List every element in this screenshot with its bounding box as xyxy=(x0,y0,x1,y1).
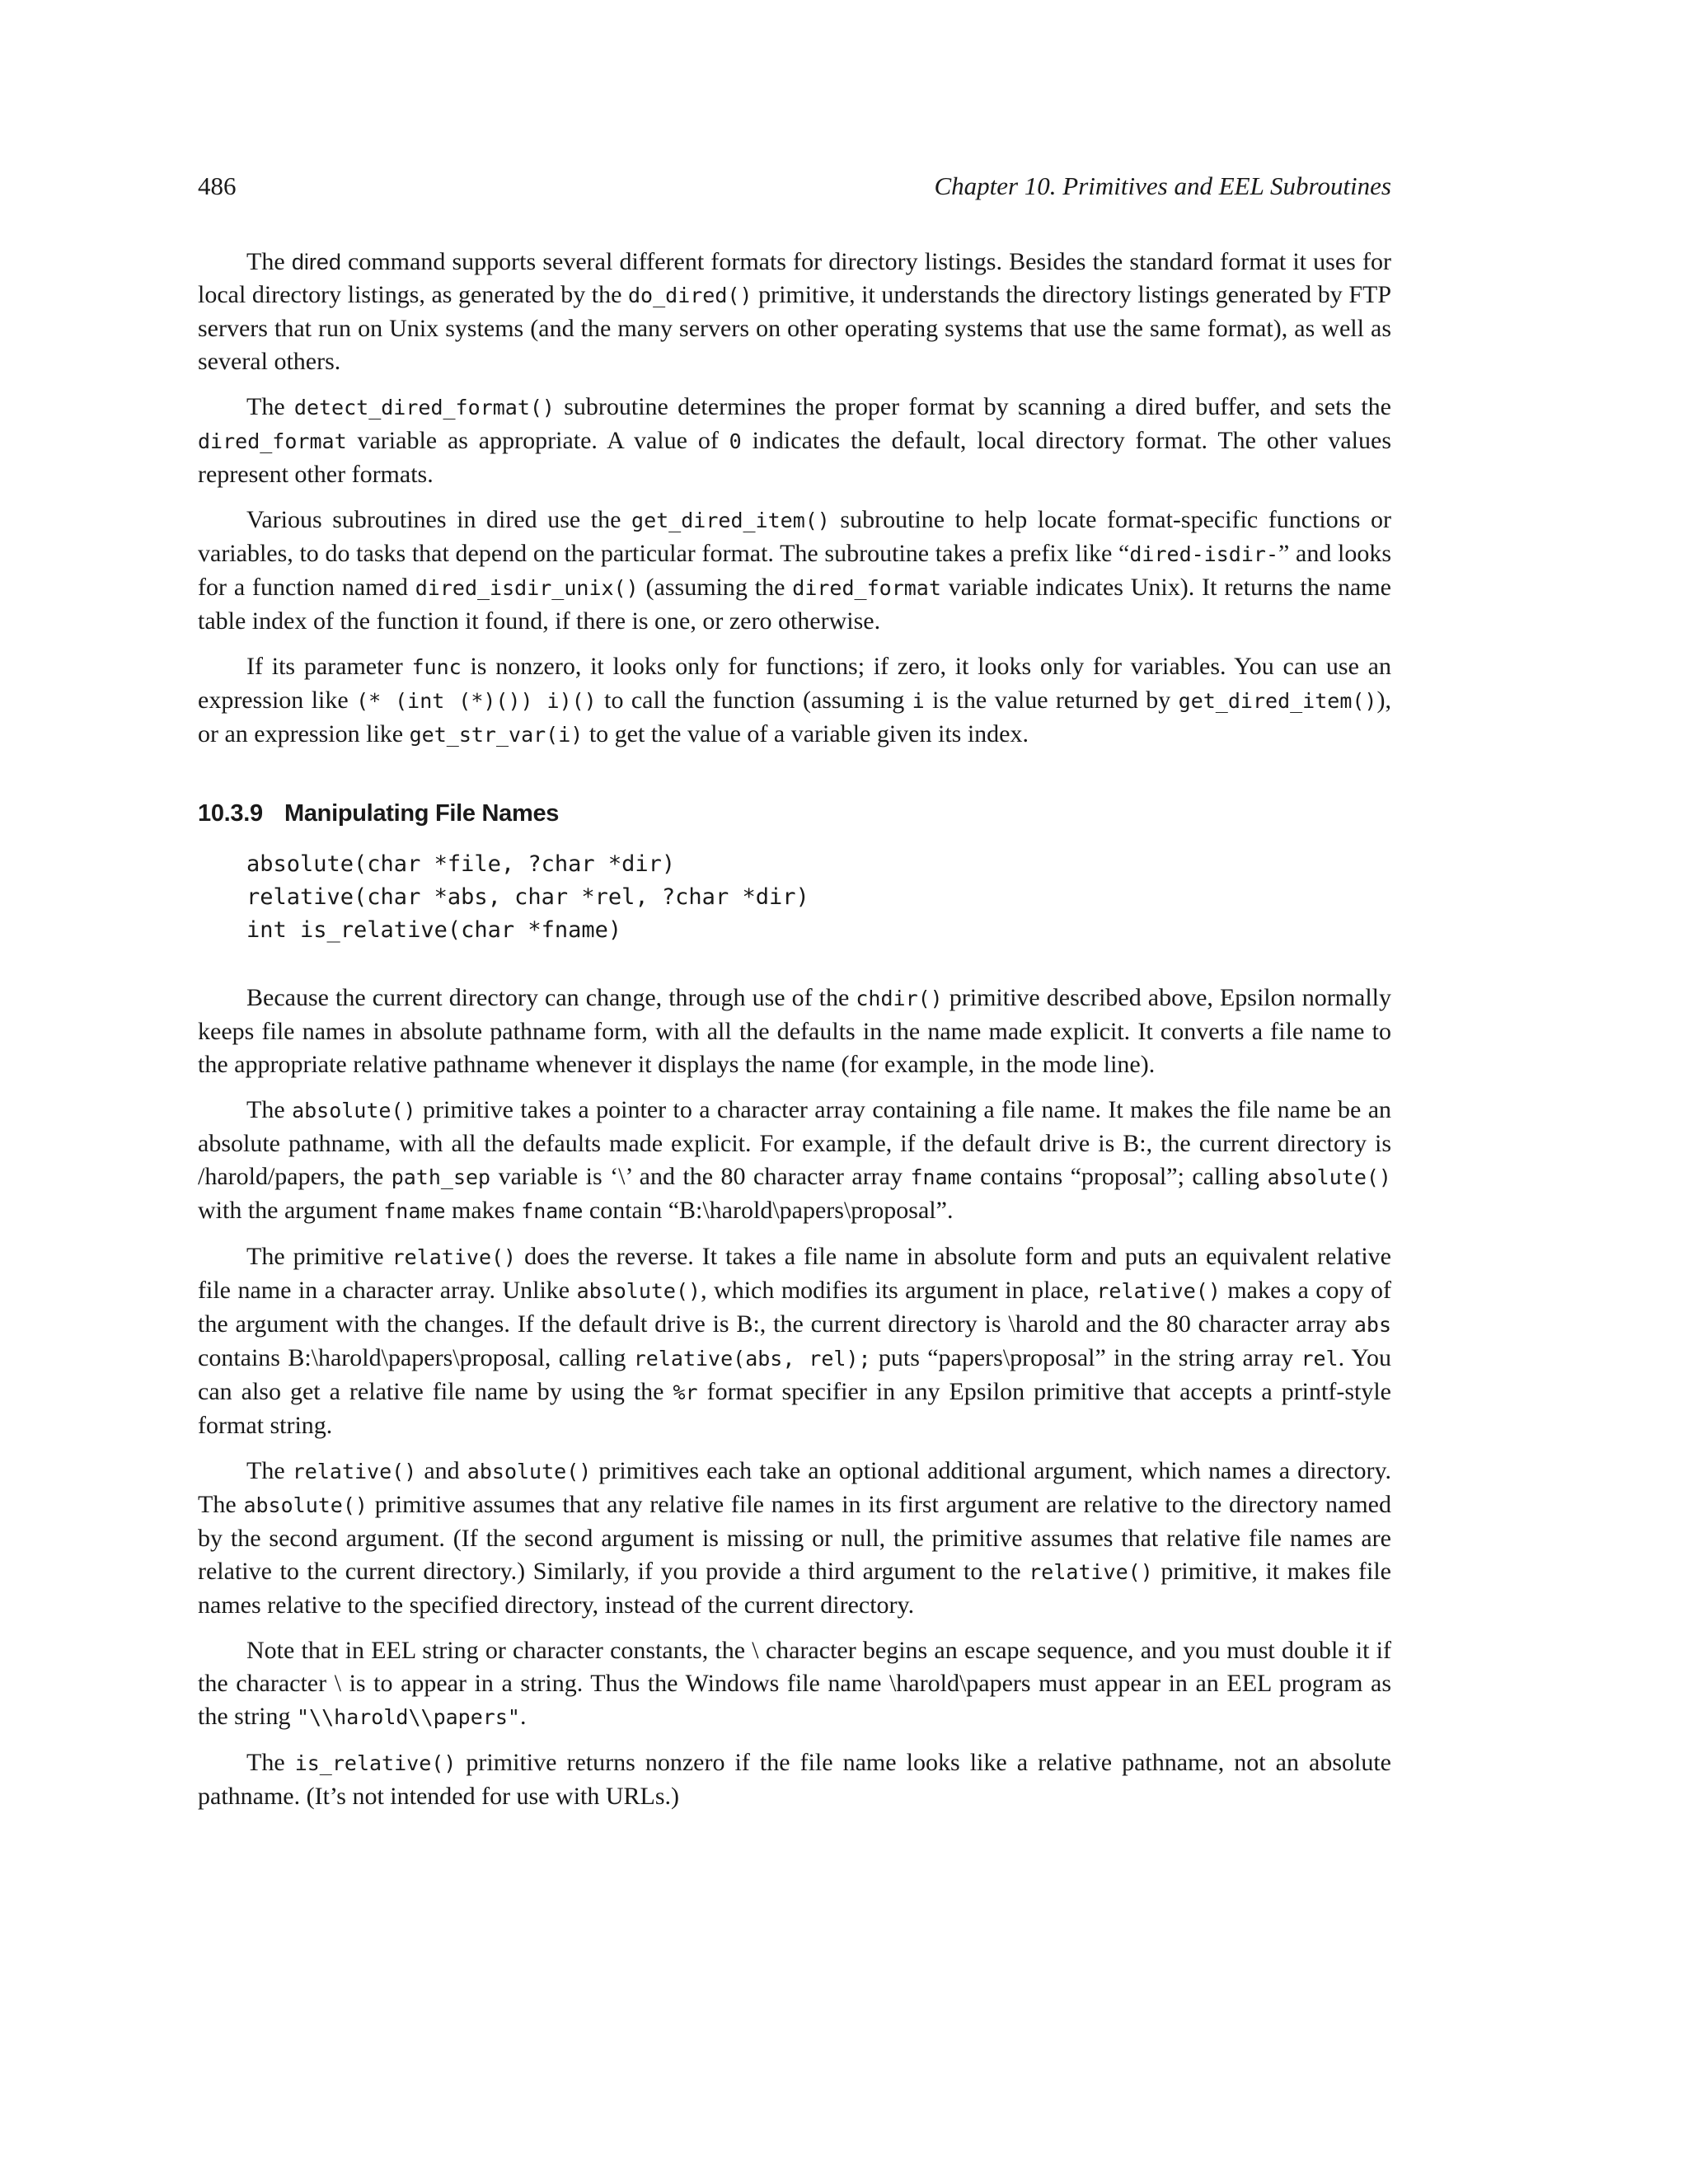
paragraph-escape-sequence xyxy=(198,1634,1391,1734)
text: Note that in EEL string or character constants, the \ character begins an escape sequence, and you must double it if the character \ is to appear in a string. Thus the Windows file name \harold\papers must appear in an EEL program as the string xyxy=(198,1637,1391,1730)
code-term: chdir() xyxy=(856,987,943,1010)
text: to get the value of a variable given its index. xyxy=(583,720,1029,748)
text: is the value returned by xyxy=(924,687,1179,714)
text: , which modifies its argument in place, xyxy=(701,1277,1097,1304)
text: The xyxy=(246,248,292,275)
code-term: dired_format xyxy=(792,576,941,600)
code-term: 0 xyxy=(729,429,742,453)
chapter-title: Chapter 10. Primitives and EEL Subroutines xyxy=(934,171,1391,200)
running-header xyxy=(198,171,1391,208)
text: . You can also get a relative file name by using the xyxy=(198,1344,1391,1405)
text: ), or an expression like xyxy=(198,687,1391,748)
paragraph-get-dired-item xyxy=(198,504,1391,638)
code-term: "\\harold\\papers" xyxy=(297,1705,520,1729)
code-line: int is_relative(char *fname) xyxy=(246,917,622,943)
paragraph-dired-formats xyxy=(198,246,1391,378)
code-term: relative(abs, rel); xyxy=(633,1347,871,1371)
text: variable indicates Unix). It returns the name table index of the function it found, if there is one, or zero otherwise. xyxy=(198,574,1391,635)
page-body xyxy=(198,246,1391,1825)
text: (assuming the xyxy=(638,574,793,601)
code-term: relative() xyxy=(392,1245,517,1269)
text: format specifier in any Epsilon primitive that accepts a printf-style format string. xyxy=(198,1378,1391,1439)
text: primitive, it makes file names relative to the specified directory, instead of the current directory. xyxy=(198,1558,1391,1619)
text: primitive described above, Epsilon normally keeps file names in absolute pathname form, with all the defaults in the name made explicit. It converts a file name to the appropriate relative pathname whenever it displays the name (for example, in the mode line). xyxy=(198,984,1392,1078)
code-term: abs xyxy=(1353,1313,1391,1337)
text: contains B:\harold\papers\proposal, calling xyxy=(198,1344,634,1371)
function-signatures xyxy=(246,848,1391,947)
text: Because the current directory can change, through use of the xyxy=(246,984,856,1011)
section-number: 10.3.9 xyxy=(198,800,263,827)
paragraph-absolute xyxy=(198,1094,1391,1228)
code-term: dired_isdir_unix() xyxy=(415,576,639,600)
code-term: rel xyxy=(1301,1347,1339,1371)
code-term: relative() xyxy=(292,1460,417,1483)
code-term: get_dired_item() xyxy=(631,509,830,532)
code-term: dired-isdir- xyxy=(1129,542,1278,566)
text: with the argument xyxy=(198,1197,384,1224)
code-term: fname xyxy=(910,1165,973,1189)
code-term: absolute() xyxy=(1267,1165,1391,1189)
paragraph-is-relative xyxy=(198,1746,1391,1813)
text: primitive assumes that any relative file names in its first argument are relative to the directory named by the second argument. (If the second argument is missing or null, the primitive assumes that relative file names are relative to the current directory.) Similarly, if you provide a third argument to the xyxy=(198,1491,1391,1585)
code-term: relative() xyxy=(1096,1279,1221,1303)
text: subroutine determines the proper format by scanning a dired buffer, and sets the xyxy=(554,393,1391,420)
code-term: get_str_var(i) xyxy=(409,723,584,747)
code-term: %r xyxy=(673,1380,698,1404)
text: makes a copy of the argument with the changes. If the default drive is B:, the current directory is \harold and the 80 character array xyxy=(198,1277,1391,1338)
code-term: fname xyxy=(383,1199,446,1223)
code-line: relative(char *abs, char *rel, ?char *dir) xyxy=(246,884,809,910)
code-term: fname xyxy=(521,1199,584,1223)
code-term: absolute() xyxy=(292,1099,416,1122)
text: variable as appropriate. A value of xyxy=(346,427,729,454)
code-term: absolute() xyxy=(576,1279,701,1303)
command-name: dired xyxy=(291,250,341,274)
text: primitive takes a pointer to a character array containing a file name. It makes the file name be an absolute pathname, with all the defaults made explicit. For example, if the default drive is B:, the current directory is /harold/papers, the xyxy=(198,1096,1392,1190)
text: The xyxy=(246,1749,295,1776)
code-term: absolute() xyxy=(467,1460,592,1483)
text: The xyxy=(246,1457,293,1484)
text: command supports several different formats for directory listings. Besides the standard format it uses for local directory listings, as generated by the xyxy=(198,248,1391,308)
text: variable is ‘\’ and the 80 character array xyxy=(490,1163,911,1190)
code-term: detect_dired_format() xyxy=(293,396,555,419)
text: The xyxy=(246,393,294,420)
text: primitives each take an optional additional argument, which names a directory. The xyxy=(198,1457,1391,1518)
text: contains “proposal”; calling xyxy=(972,1163,1268,1190)
text: primitive returns nonzero if the file name looks like a relative pathname, not an absolute pathname. (It’s not intended for use with URLs.) xyxy=(198,1749,1391,1810)
code-term: do_dired() xyxy=(628,284,753,307)
text: The primitive xyxy=(246,1243,392,1270)
text: Various subroutines in dired use the xyxy=(246,506,632,533)
text: does the reverse. It takes a file name in absolute form and puts an equivalent relative file name in a character array. Unlike xyxy=(198,1243,1391,1304)
section-heading xyxy=(198,797,1391,830)
code-line: absolute(char *file, ?char *dir) xyxy=(246,851,676,877)
text: makes xyxy=(445,1197,522,1224)
text: indicates the default, local directory format. The other values represent other formats. xyxy=(198,427,1391,488)
text: subroutine to help locate format-specific functions or variables, to do tasks that depend on the particular format. The subroutine takes a prefix like “ xyxy=(198,506,1391,567)
paragraph-relative xyxy=(198,1240,1391,1442)
text: is nonzero, it looks only for functions; if zero, it looks only for variables. You can use an expression like xyxy=(198,653,1391,714)
code-term: absolute() xyxy=(243,1493,368,1517)
page-number: 486 xyxy=(198,171,237,200)
code-term: dired_format xyxy=(198,429,347,453)
text: ” and looks for a function named xyxy=(198,540,1392,601)
code-term: get_dired_item() xyxy=(1178,689,1377,713)
code-term: is_relative() xyxy=(294,1751,457,1775)
paragraph-func-parameter xyxy=(198,650,1391,752)
text: The xyxy=(246,1096,293,1123)
text: puts “papers\proposal” in the string array xyxy=(870,1344,1301,1371)
code-term: func xyxy=(411,655,462,679)
paragraph-detect-format xyxy=(198,391,1391,491)
section-title: Manipulating File Names xyxy=(284,800,560,827)
text: . xyxy=(519,1703,527,1730)
code-term: relative() xyxy=(1029,1560,1153,1584)
paragraph-current-directory xyxy=(198,982,1391,1081)
paragraph-optional-argument xyxy=(198,1455,1391,1622)
text: and xyxy=(416,1457,467,1484)
text: contain “B:\harold\papers\proposal”. xyxy=(583,1197,954,1224)
text: If its parameter xyxy=(246,653,412,680)
code-term: path_sep xyxy=(391,1165,491,1189)
text: to call the function (assuming xyxy=(596,687,912,714)
text: primitive, it understands the directory listings generated by FTP servers that run on Unix systems (and the many servers on other operating systems that use the same format), as well as several others. xyxy=(198,281,1392,375)
code-term: i xyxy=(912,689,925,713)
code-term: (* (int (*)()) i)() xyxy=(356,689,597,713)
